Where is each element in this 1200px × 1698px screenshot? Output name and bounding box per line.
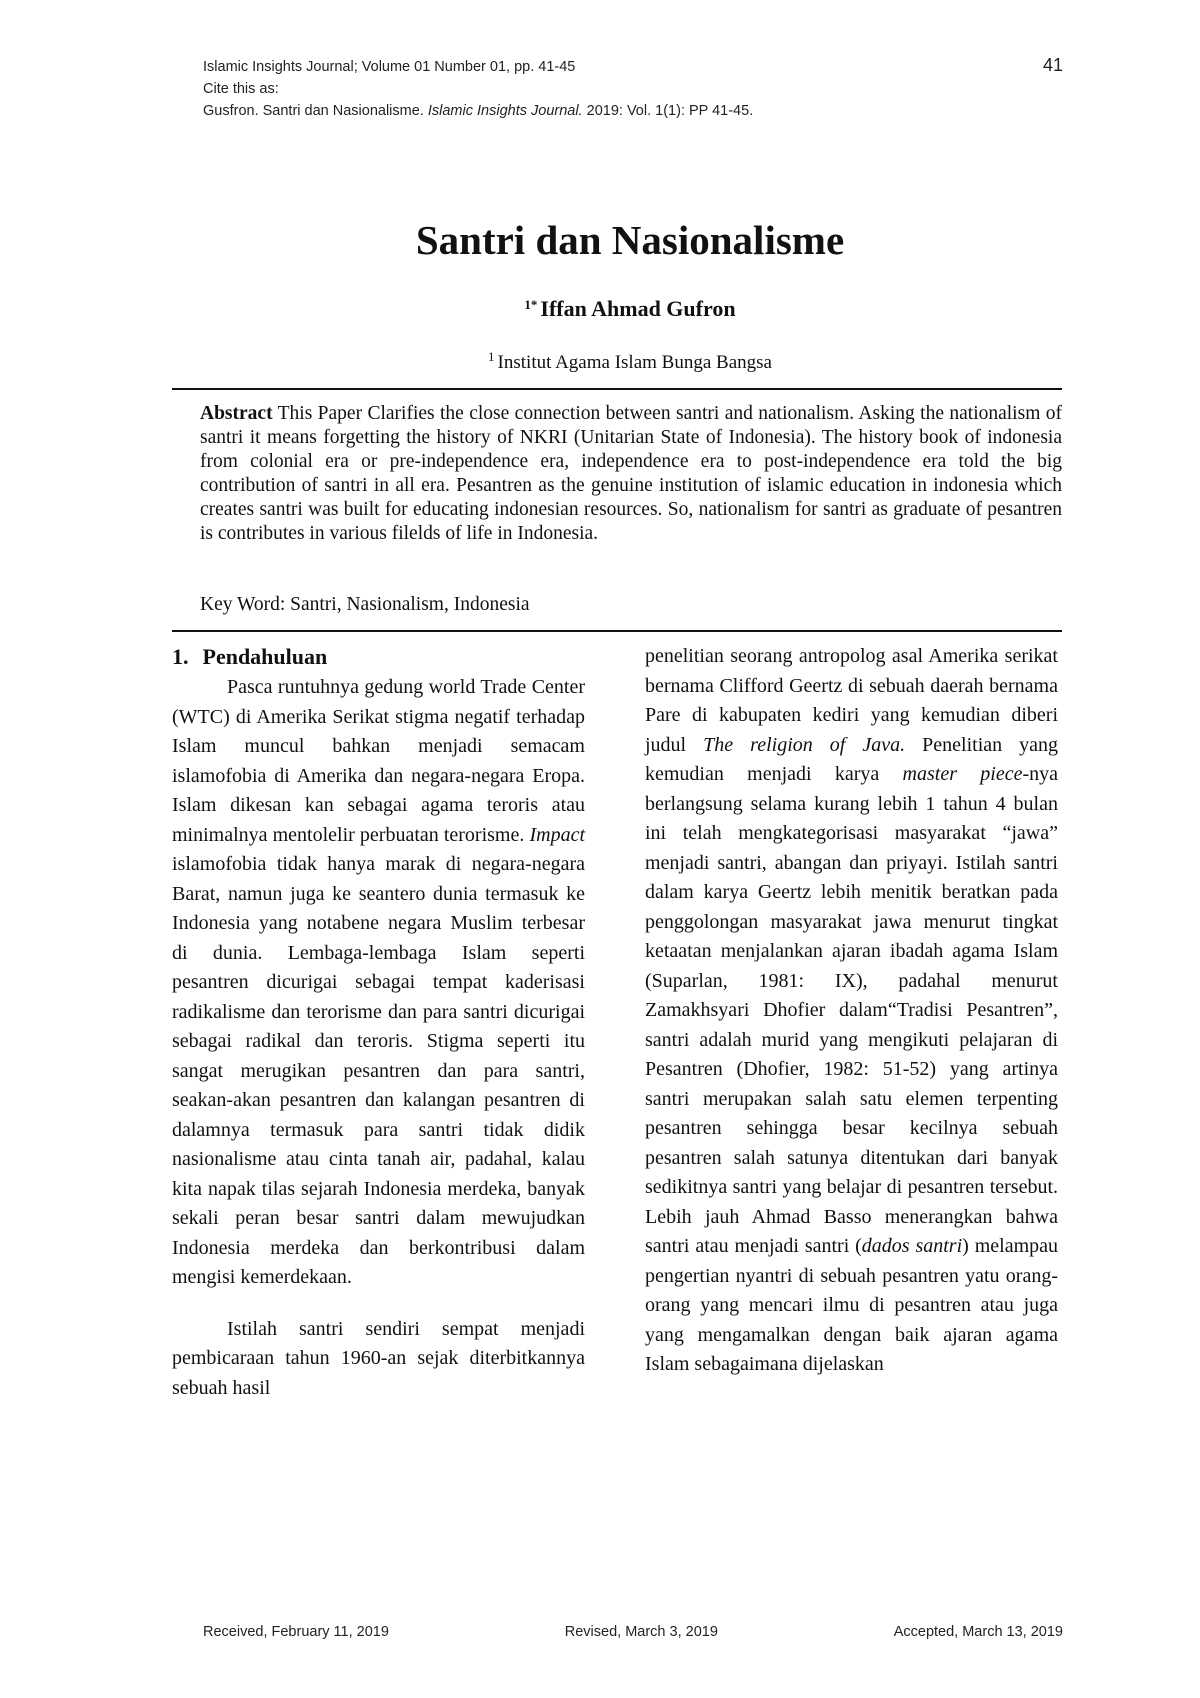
- abstract-label: Abstract: [200, 403, 273, 424]
- cite-label: Cite this as:: [203, 81, 279, 97]
- page-footer: [203, 1624, 1063, 1640]
- keywords: Key Word: Santri, Nasionalism, Indonesia: [200, 594, 530, 615]
- section-title: Pendahuluan: [202, 644, 328, 669]
- received-date: Received, February 11, 2019: [203, 1624, 389, 1640]
- accepted-date: Accepted, March 13, 2019: [893, 1624, 1063, 1640]
- author-name: Iffan Ahmad Gufron: [540, 296, 736, 321]
- running-header: [203, 56, 1063, 122]
- paragraph-continued: [645, 642, 1058, 1380]
- journal-line: Islamic Insights Journal; Volume 01 Number 01, pp. 41-45: [203, 59, 576, 75]
- section-number: 1.: [172, 644, 189, 669]
- abstract-text: This Paper Clarifies the close connection between santri and nationalism. Asking the nationalism of santri it means forgetting the history of NKRI (Unitarian State of Indonesia). The history book of indonesia from colonial era or pre-independence era, independence era to post-independence era told the big contribution of santri in all era. Pesantren as the genuine institution of islamic education in indonesia which creates santri was built for educating indonesian resources. So, nationalism for santri as graduate of pesantren is contributes in various filelds of life in Indonesia.: [200, 403, 1062, 544]
- author-marker: 1*: [524, 297, 538, 312]
- affiliation-name: Institut Agama Islam Bunga Bangsa: [497, 352, 772, 373]
- right-column: [645, 642, 1058, 1380]
- rc-italic-1: The religion of Java.: [703, 733, 906, 756]
- section-heading: [172, 642, 585, 672]
- rc-text-1: penelitian seorang antropolog asal Amerika serikat bernama Clifford Geertz di sebuah daerah bernama Pare di kabupaten kediri yang kemudian diberi judul: [645, 645, 1058, 756]
- affiliation-marker: 1: [488, 349, 495, 364]
- p1-text-a: Pasca runtuhnya gedung world Trade Center (WTC) di Amerika Serikat stigma negatif terhadap Islam muncul bahkan menjadi semacam islamofobia di Amerika dan negara-negara Eropa. Islam dikesan kan sebagai agama teroris atau minimalnya mentolelir perbuatan terorisme.: [172, 676, 585, 846]
- left-column: [172, 642, 585, 1403]
- abstract: [200, 402, 1062, 546]
- p1-text-b: islamofobia tidak hanya marak di negara-negara Barat, namun juga ke seantero dunia termasuk ke Indonesia yang notabene negara Muslim terbesar di dunia. Lembaga-lembaga Islam seperti pesantren dicurigai sebagai tempat kaderisasi radikalisme dan terorisme dan para santri dicurigai sebagai radikal dan teroris. Stigma seperti itu sangat merugikan pesantren dan para santri, seakan-akan pesantren dan kalangan pesantren di dalamnya termasuk para santri tidak didik nasionalisme atau cinta tanah air, padahal, kalau kita napak tilas sejarah Indonesia merdeka, banyak sekali peran besar santri dalam mewujudkan Indonesia merdeka dan berkontribusi dalam mengisi kemerdekaan.: [172, 853, 585, 1288]
- citation-journal: Islamic Insights Journal.: [427, 103, 583, 119]
- rc-italic-2: master piece: [902, 763, 1023, 785]
- rc-text-3: -nya berlangsung selama kurang lebih 1 tahun 4 bulan ini telah mengkategorisasi masyarakat “jawa” menjadi santri, abangan dan priyayi. Istilah santri dalam karya Geertz lebih menitik beratkan pada penggolongan masyarakat jawa menurut tingkat ketaatan menjalankan ajaran ibadah agama Islam (Suparlan, 1981: IX), padahal menurut Zamakhsyari Dhofier dalam“Tradisi Pesantren”, santri adalah murid yang mengikuti pelajaran di Pesantren (Dhofier, 1982: 51-52) yang artinya santri merupakan salah satu elemen terpenting pesantren sehingga besar kecilnya sebuah pesantren salah satunya ditentukan dari banyak sedikitnya santri yang belajar di pesantren tersebut. Lebih jauh Ahmad Basso menerangkan bahwa santri atau menjadi santri (: [645, 763, 1058, 1257]
- rc-italic-3: dados santri: [861, 1235, 963, 1257]
- divider-bottom: [172, 630, 1062, 632]
- paper-title: Santri dan Nasionalisme: [415, 217, 845, 263]
- affiliation: [160, 349, 1100, 374]
- rc-text-2: Penelitian yang kemudian menjadi karya: [645, 733, 1059, 785]
- divider-top: [172, 388, 1062, 390]
- page-number: 41: [1042, 55, 1063, 75]
- rc-text-4: ) melampau pengertian nyantri di sebuah pesantren yatu orang-orang yang mencari ilmu di pesantren atau juga yang mengamalkan dengan baik ajaran agama Islam sebagaimana dijelaskan: [645, 1235, 1058, 1375]
- p1-italic: Impact: [529, 823, 586, 846]
- paragraph-2: Istilah santri sendiri sempat menjadi pembicaraan tahun 1960-an sejak diterbitkannya sebuah hasil: [172, 1317, 585, 1399]
- citation: [203, 100, 1063, 122]
- citation-prefix: Gusfron. Santri dan Nasionalisme.: [203, 103, 424, 119]
- revised-date: Revised, March 3, 2019: [564, 1624, 718, 1640]
- author: [160, 296, 1100, 322]
- citation-suffix: 2019: Vol. 1(1): PP 41-45.: [586, 103, 754, 119]
- paragraph-1: [172, 673, 585, 1293]
